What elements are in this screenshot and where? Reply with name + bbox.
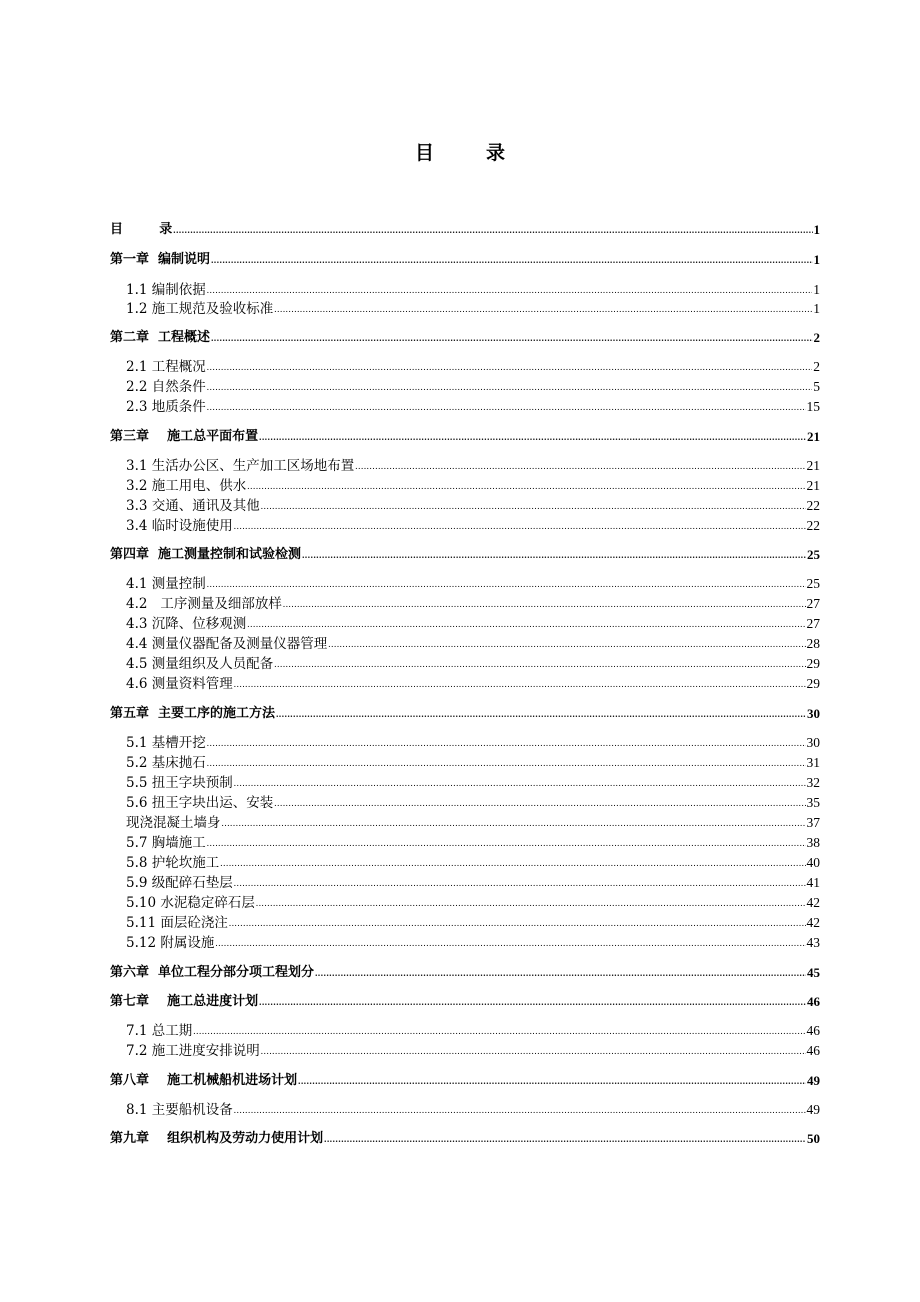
toc-page-number: 21 <box>807 429 820 444</box>
toc-section-entry[interactable] <box>126 1100 820 1120</box>
toc-leader-dots <box>315 962 806 983</box>
toc-entry-label: 第六章 单位工程分部分项工程划分 <box>110 965 315 980</box>
toc-section-entry[interactable] <box>126 614 820 634</box>
toc-section-entry[interactable] <box>126 873 820 893</box>
toc-entry-label: 第五章 主要工序的施工方法 <box>110 706 276 721</box>
toc-section-entry[interactable] <box>126 813 820 833</box>
toc-leader-dots <box>234 1099 806 1120</box>
toc-page-number: 27 <box>806 616 820 631</box>
toc-page-number: 32 <box>806 775 820 790</box>
toc-section-entry[interactable] <box>126 853 820 873</box>
toc-entry-label: 3.3 交通、通讯及其他 <box>126 498 260 514</box>
toc-entry-label: 8.1 主要船机设备 <box>126 1102 233 1118</box>
toc-page-number: 28 <box>806 636 820 651</box>
toc-page-number: 49 <box>806 1102 820 1117</box>
toc-leader-dots <box>229 912 806 933</box>
toc-section-entry[interactable] <box>126 933 820 953</box>
toc-entry-label: 3.1 生活办公区、生产加工区场地布置 <box>126 458 355 474</box>
toc-page-number: 1 <box>813 222 820 237</box>
toc-page-number: 22 <box>806 498 820 513</box>
toc-leader-dots <box>298 1070 806 1091</box>
toc-page-number: 41 <box>806 875 820 890</box>
toc-entry-label: 4.2 工序测量及细部放样 <box>126 596 282 612</box>
toc-leader-dots <box>220 852 805 873</box>
toc-leader-dots <box>328 633 805 654</box>
toc-page-number: 46 <box>807 994 820 1009</box>
toc-page-number: 1 <box>813 252 820 267</box>
toc-section-entry[interactable] <box>126 654 820 674</box>
toc-chapter-entry[interactable] <box>110 704 820 724</box>
toc-entry-label: 5.8 护轮坎施工 <box>126 855 220 871</box>
toc-entry-label: 5.9 级配碎石垫层 <box>126 875 233 891</box>
toc-leader-dots <box>259 426 806 447</box>
toc-page-number: 50 <box>807 1131 820 1146</box>
toc-page-number: 27 <box>806 596 820 611</box>
toc-entry-label: 第一章 编制说明 <box>110 252 211 267</box>
toc-entry-label: 第八章 施工机械船机进场计划 <box>110 1073 298 1088</box>
toc-page-number: 30 <box>806 735 820 750</box>
toc-section-entry[interactable] <box>126 476 820 496</box>
toc-page-number: 5 <box>813 379 820 394</box>
toc-leader-dots <box>207 376 812 397</box>
toc-section-entry[interactable] <box>126 1021 820 1041</box>
toc-section-entry[interactable] <box>126 594 820 614</box>
toc-leader-dots <box>207 396 806 417</box>
toc-leader-dots <box>234 673 806 694</box>
toc-entry-label: 第三章 施工总平面布置 <box>110 429 259 444</box>
toc-page-number: 49 <box>807 1073 820 1088</box>
toc-leader-dots <box>207 279 812 300</box>
toc-page-number: 46 <box>806 1023 820 1038</box>
toc-leader-dots <box>234 772 806 793</box>
toc-entry-label: 5.10 水泥稳定碎石层 <box>126 895 255 911</box>
toc-leader-dots <box>274 653 805 674</box>
toc-section-entry[interactable] <box>126 397 820 417</box>
toc-section-entry[interactable] <box>126 634 820 654</box>
toc-page-number: 21 <box>806 458 820 473</box>
toc-page-number: 42 <box>806 895 820 910</box>
toc-page-number: 38 <box>806 835 820 850</box>
toc-section-entry[interactable] <box>126 516 820 536</box>
toc-page-number: 31 <box>806 755 820 770</box>
toc-section-entry[interactable] <box>126 496 820 516</box>
toc-chapter-entry[interactable] <box>110 1129 820 1149</box>
toc-entry-label: 第二章 工程概述 <box>110 330 211 345</box>
toc-entry-label: 4.5 测量组织及人员配备 <box>126 656 274 672</box>
toc-leader-dots <box>274 792 805 813</box>
toc-entry-label: 1.2 施工规范及验收标准 <box>126 301 274 317</box>
toc-entry-label: 2.1 工程概况 <box>126 359 206 375</box>
toc-leader-dots <box>211 327 812 348</box>
toc-leader-dots <box>207 356 812 377</box>
toc-entry-label: 目 录 <box>110 222 173 237</box>
toc-title-right: 录 <box>486 142 506 164</box>
toc-entry-label: 4.3 沉降、位移观测 <box>126 616 247 632</box>
toc-title <box>0 138 920 165</box>
toc-entry-label: 1.1 编制依据 <box>126 282 206 298</box>
toc-leader-dots <box>207 752 806 773</box>
toc-leader-dots <box>256 892 806 913</box>
toc-chapter-entry[interactable] <box>110 250 820 270</box>
toc-page-number: 37 <box>806 815 820 830</box>
toc-leader-dots <box>355 455 805 476</box>
toc-leader-dots <box>324 1128 806 1149</box>
toc-leader-dots <box>259 991 806 1012</box>
toc-leader-dots <box>173 219 812 240</box>
toc-leader-dots <box>247 475 805 496</box>
toc-entry-label: 2.3 地质条件 <box>126 399 206 415</box>
toc-entry-label: 7.1 总工期 <box>126 1023 193 1039</box>
toc-page-number: 22 <box>806 518 820 533</box>
toc-section-entry[interactable] <box>126 280 820 300</box>
toc-section-entry[interactable] <box>126 773 820 793</box>
toc-chapter-entry[interactable] <box>110 963 820 983</box>
toc-entry-label: 第四章 施工测量控制和试验检测 <box>110 547 302 562</box>
toc-section-entry[interactable] <box>126 574 820 594</box>
toc-page-number: 2 <box>813 359 820 374</box>
toc-chapter-entry[interactable] <box>110 427 820 447</box>
toc-page-number: 29 <box>806 676 820 691</box>
toc-page-number: 25 <box>807 547 820 562</box>
toc-entry-label: 3.2 施工用电、供水 <box>126 478 247 494</box>
toc-leader-dots <box>261 1040 806 1061</box>
toc-chapter-entry[interactable] <box>110 1071 820 1091</box>
toc-page-number: 35 <box>806 795 820 810</box>
toc-section-entry[interactable] <box>126 793 820 813</box>
toc-entry-label: 4.1 测量控制 <box>126 576 206 592</box>
toc-chapter-entry[interactable] <box>110 545 820 565</box>
toc-section-entry[interactable] <box>126 833 820 853</box>
toc-entry-label: 5.5 扭王字块预制 <box>126 775 233 791</box>
toc-entry-label: 7.2 施工进度安排说明 <box>126 1043 260 1059</box>
toc-chapter-entry[interactable] <box>110 992 820 1012</box>
toc-leader-dots <box>274 298 812 319</box>
toc-page-number: 40 <box>806 855 820 870</box>
toc-leader-dots <box>261 495 806 516</box>
toc-leader-dots <box>234 872 806 893</box>
toc-page-number: 21 <box>806 478 820 493</box>
toc-entry-label: 3.4 临时设施使用 <box>126 518 233 534</box>
toc-chapter-entry[interactable] <box>110 328 820 348</box>
toc-entry-label: 现浇混凝土墙身 <box>126 815 221 831</box>
toc-leader-dots <box>207 732 806 753</box>
toc-entry-label: 第七章 施工总进度计划 <box>110 994 259 1009</box>
toc-page-number: 15 <box>806 399 820 414</box>
toc-leader-dots <box>276 703 806 724</box>
toc-leader-dots <box>302 544 806 565</box>
toc-page-number: 46 <box>806 1043 820 1058</box>
toc-leader-dots <box>211 249 812 270</box>
toc-entry-label: 5.7 胸墙施工 <box>126 835 206 851</box>
toc-section-entry[interactable] <box>126 753 820 773</box>
toc-page-number: 2 <box>813 330 820 345</box>
toc-entry-label: 2.2 自然条件 <box>126 379 206 395</box>
toc-entry-label: 第九章 组织机构及劳动力使用计划 <box>110 1131 324 1146</box>
toc-leader-dots <box>234 515 806 536</box>
toc-leader-dots <box>207 832 806 853</box>
toc-page-number: 45 <box>807 965 820 980</box>
toc-entry-label: 4.6 测量资料管理 <box>126 676 233 692</box>
toc-section-entry[interactable] <box>126 733 820 753</box>
toc-entry-label: 5.11 面层砼浇注 <box>126 915 228 931</box>
toc-section-entry[interactable] <box>126 674 820 694</box>
toc-chapter-entry[interactable] <box>110 220 820 240</box>
toc-entry-label: 4.4 测量仪器配备及测量仪器管理 <box>126 636 328 652</box>
toc-leader-dots <box>283 593 806 614</box>
toc-section-entry[interactable] <box>126 299 820 319</box>
toc-section-entry[interactable] <box>126 1041 820 1061</box>
toc-entry-label: 5.1 基槽开挖 <box>126 735 206 751</box>
toc-section-entry[interactable] <box>126 357 820 377</box>
toc-page-number: 25 <box>806 576 820 591</box>
toc-page-number: 1 <box>813 282 820 297</box>
toc-page-number: 1 <box>813 301 820 316</box>
toc-leader-dots <box>193 1020 805 1041</box>
toc-entry-label: 5.12 附属设施 <box>126 935 215 951</box>
toc-section-entry[interactable] <box>126 377 820 397</box>
toc-leader-dots <box>222 812 806 833</box>
toc-section-entry[interactable] <box>126 893 820 913</box>
toc-leader-dots <box>247 613 805 634</box>
toc-page-number: 30 <box>807 706 820 721</box>
toc-page-number: 43 <box>806 935 820 950</box>
toc-entry-label: 5.6 扭王字块出运、安装 <box>126 795 274 811</box>
toc-page-number: 29 <box>806 656 820 671</box>
toc-entry-label: 5.2 基床抛石 <box>126 755 206 771</box>
toc-section-entry[interactable] <box>126 456 820 476</box>
toc-title-left: 目 <box>414 142 434 164</box>
toc-page-number: 42 <box>806 915 820 930</box>
toc-leader-dots <box>215 932 805 953</box>
toc-section-entry[interactable] <box>126 913 820 933</box>
toc-leader-dots <box>207 573 806 594</box>
